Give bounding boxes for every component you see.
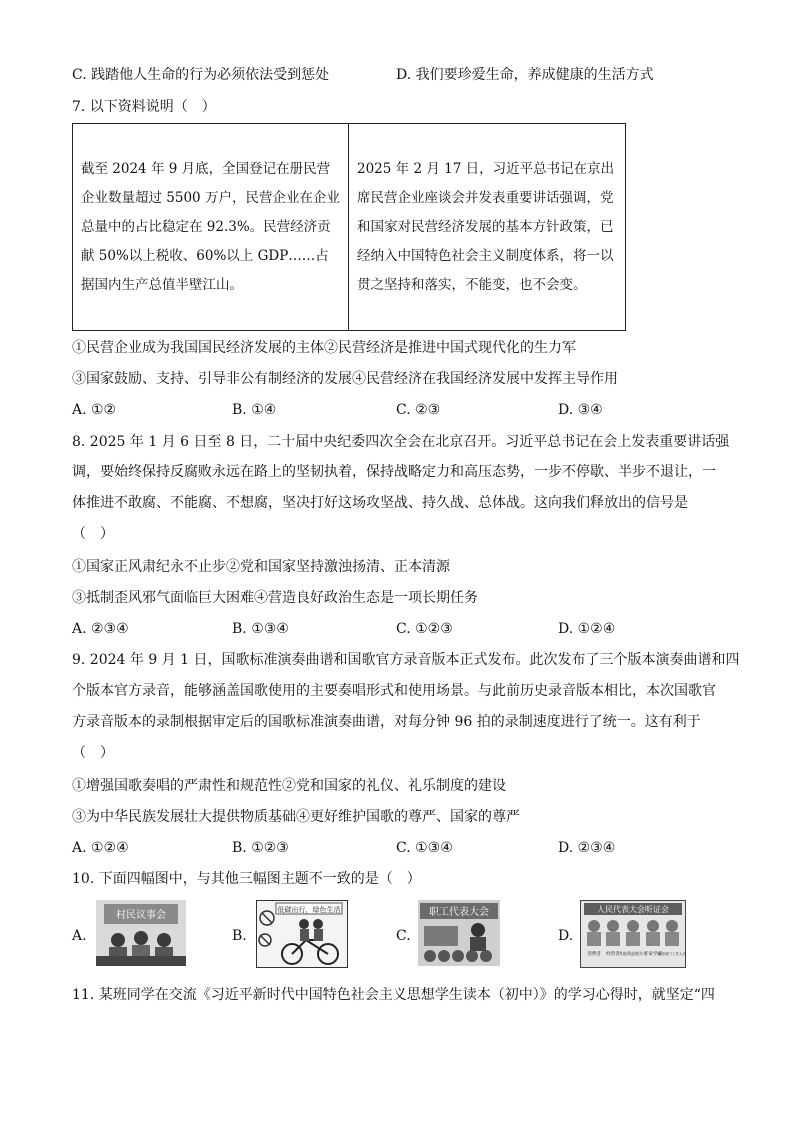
q9-stem-line-1: 9. 2024 年 9 月 1 日，国歌标准演奏曲谱和国歌官方录音版本正式发布。此次发布了三个版本演奏曲谱和四 xyxy=(72,652,740,668)
q8-answer-paren: （ ） xyxy=(72,526,114,542)
q10-picture-a xyxy=(96,900,186,966)
q7-statements-1: ①民营企业成为我国国民经济发展的主体②民营经济是推进中国式现代化的生力军 xyxy=(72,340,576,356)
q8-option-c: C. ①②③ xyxy=(396,621,453,637)
q7-material-table xyxy=(72,123,626,331)
q10-picture-c xyxy=(418,900,500,966)
q8-statements-1: ①国家正风肃纪永不止步②党和国家坚持激浊扬清、正本清源 xyxy=(72,559,450,575)
q10-label-c: C. xyxy=(396,928,411,944)
q9-option-b: B. ①②③ xyxy=(232,840,289,856)
pic-d-caption-experts: 专家学者 xyxy=(644,952,662,957)
q7-stem: 7. 以下资料说明（ ） xyxy=(72,99,216,115)
q8-option-b: B. ①③④ xyxy=(232,621,289,637)
green-travel-cartoon xyxy=(256,900,348,968)
pic-c-sign: 职工代表大会 xyxy=(429,907,489,918)
q9-stem-line-2: 个版本官方录音，能够涵盖国歌使用的主要奏唱形式和使用场景。与此前历史录音版本相比，本次国歌官 xyxy=(72,683,716,699)
q8-statements-2: ③抵制歪风邪气面临巨大困难④营造良好政治生态是一项长期任务 xyxy=(72,590,478,606)
pic-d-caption-consumer: 消费者 xyxy=(587,952,601,957)
pic-d-caption-officials: 政府部门工作人员 xyxy=(657,952,686,956)
q9-stem-line-3: 方录音版本的录制根据审定后的国歌标准演奏曲谱，对每分钟 96 拍的录制速度进行了统一。这有利于 xyxy=(72,714,701,730)
q10-stem: 10. 下面四幅图中，与其他三幅图主题不一致的是（ ） xyxy=(72,871,421,887)
q9-answer-paren: （ ） xyxy=(72,745,114,761)
q8-stem-line-2: 调，要始终保持反腐败永远在路上的坚韧执着，保持战略定力和高压态势，一步不停歇、半步不退让，一 xyxy=(72,464,716,480)
q7-material-right-text: 2025 年 2 月 17 日，习近平总书记在京出席民营企业座谈会并发表重要讲话强调，党和国家对民营经济发展的基本方针政策，已经纳入中国特色社会主义制度体系，将一以贯之坚持和落实，不能变，也不会变。 xyxy=(357,160,615,293)
q7-option-b: B. ①④ xyxy=(232,402,277,418)
q10-picture-d xyxy=(580,900,686,968)
public-hearing-illustration xyxy=(580,900,686,968)
q11-stem-line-1: 11. 某班同学在交流《习近平新时代中国特色社会主义思想学生读本（初中）》的学习心得时，就坚定“四 xyxy=(72,987,715,1003)
pic-d-caption-operator: 经营者 xyxy=(606,952,620,957)
q9-option-c: C. ①③④ xyxy=(396,840,453,856)
q7-option-d: D. ③④ xyxy=(558,402,603,418)
q8-stem-line-1: 8. 2025 年 1 月 6 日至 8 日，二十届中央纪委四次全会在北京召开。习近平总书记在会上发表重要讲话强 xyxy=(72,434,730,450)
q6-option-d: D. 我们要珍爱生命，养成健康的生活方式 xyxy=(396,67,654,83)
q10-label-b: B. xyxy=(232,928,247,944)
village-meeting-illustration xyxy=(96,900,186,966)
q7-material-left-text: 截至 2024 年 9 月底，全国登记在册民营企业数量超过 5500 万户，民营企业在企业总量中的占比稳定在 92.3%。民营经济贡献 50%以上税收、60%以上 GDP……占据国内生产总值半壁江山。 xyxy=(81,160,340,293)
pic-d-sign: 人民代表大会听证会 xyxy=(597,905,669,914)
q7-material-left-cell xyxy=(73,124,349,331)
workers-congress-illustration xyxy=(418,900,500,966)
q10-label-d: D. xyxy=(558,928,574,944)
pic-b-banner: 低碳出行，绿色生活 xyxy=(277,906,341,914)
q6-option-c: C. 践踏他人生命的行为必须依法受到惩处 xyxy=(72,67,330,83)
q9-option-a: A. ①②④ xyxy=(72,840,129,856)
pic-d-caption-stakeholders: 其他利益相关方 xyxy=(619,951,647,956)
q8-option-a: A. ②③④ xyxy=(72,621,129,637)
q7-option-a: A. ①② xyxy=(72,402,117,418)
q9-option-d: D. ②③④ xyxy=(558,840,616,856)
q9-statements-2: ③为中华民族发展壮大提供物质基础④更好维护国歌的尊严、国家的尊严 xyxy=(72,809,520,825)
q10-label-a: A. xyxy=(72,928,87,944)
q10-picture-b xyxy=(256,900,348,968)
q8-option-d: D. ①②④ xyxy=(558,621,616,637)
q7-material-right-cell xyxy=(349,124,626,331)
q7-statements-2: ③国家鼓励、支持、引导非公有制经济的发展④民营经济在我国经济发展中发挥主导作用 xyxy=(72,371,618,387)
q8-stem-line-3: 体推进不敢腐、不能腐、不想腐，坚决打好这场攻坚战、持久战、总体战。这向我们释放出的信号是 xyxy=(72,495,688,511)
q9-statements-1: ①增强国歌奏唱的严肃性和规范性②党和国家的礼仪、礼乐制度的建设 xyxy=(72,778,506,794)
q7-option-c: C. ②③ xyxy=(396,402,441,418)
pic-a-sign: 村民议事会 xyxy=(116,910,166,921)
